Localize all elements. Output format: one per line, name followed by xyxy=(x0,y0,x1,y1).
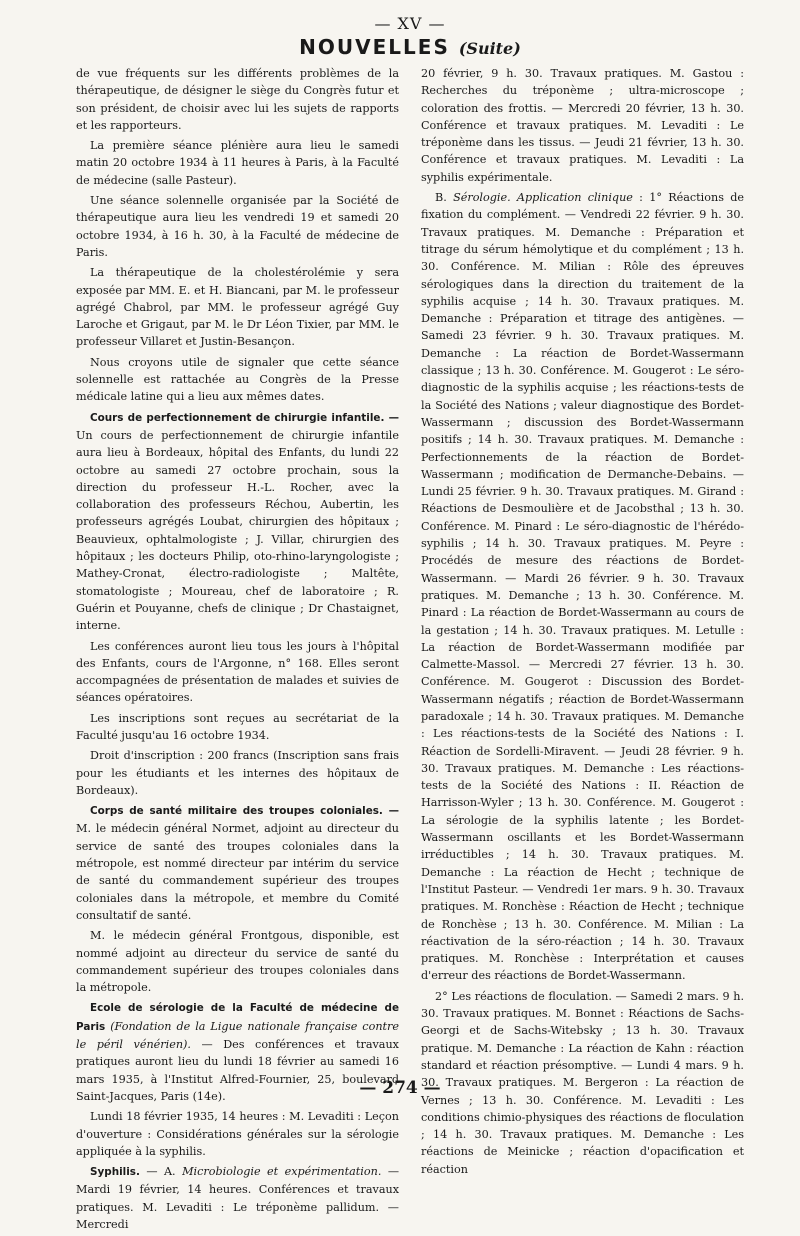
paragraph xyxy=(76,802,399,924)
heading-b: B. xyxy=(435,191,447,205)
paragraph: Droit d'inscription : 200 francs (Inscription sans frais pour les étudiants et les internes des hôpitaux de Bordeaux). xyxy=(76,749,399,797)
heading-serologie-clinique: Sérologie. Application clinique xyxy=(453,191,633,205)
paragraph: Une séance solennelle organisée par la Société de thérapeutique aura lieu les vendredi 19 et samedi 20 octobre 1934, à 16 h. 30, à la Faculté de médecine de Paris. xyxy=(76,194,399,259)
paragraph: Nous croyons utile de signaler que cette séance solennelle est rattachée au Congrès de la Presse médicale latine qui a lieu aux mêmes dates. xyxy=(76,355,399,404)
paragraph-text: M. le médecin général Normet, adjoint au directeur du service de santé des troupes coloniales dans la métropole, est nommé directeur par intérim du service de santé du commandement supérieur des troupes coloniales dans la métropole, et membre du Comité consultatif de santé. xyxy=(76,822,399,922)
paragraph: M. le médecin général Frontgous, disponible, est nommé adjoint au directeur du service de santé du commandement supérieur des troupes coloniales dans la métropole. xyxy=(76,929,399,995)
paragraph-text: Mardi 19 février, 14 heures. Conférences et travaux pratiques. M. Levaditi : Le tréponème pallidum. — Mercredi xyxy=(76,1183,399,1231)
paragraph-text: — Des conférences et travaux pratiques auront lieu du lundi 18 février au samedi 16 mars 1935, à l'Institut Alfred-Fournier, 25, boulevard Saint-Jacques, Paris (14e). xyxy=(76,1038,399,1103)
section-title-suffix: (Suite) xyxy=(458,39,521,58)
paragraph: Les inscriptions sont reçues au secrétariat de la Faculté jusqu'au 16 octobre 1934. xyxy=(76,711,399,742)
section-title xyxy=(76,35,744,59)
heading-syphilis: Syphilis. xyxy=(90,1166,140,1179)
right-column xyxy=(421,65,744,1236)
heading-dash: — xyxy=(387,1165,400,1179)
two-column-body xyxy=(76,65,744,1236)
page-number: — 274 — xyxy=(359,1078,441,1098)
paragraph-text: : 1° Réactions de fixation du complément. — Vendredi 22 février. 9 h. 30. Travaux pratiques. M. Demanche : Préparation et titrage du sérum hémolytique et du complément ; 13 h. 30. Conférence. M. Milian : Rôle des épreuves sérologiques dans la direction du traitement de la syphilis acquise ; 14 h. 30. Travaux pratiques. M. Demanche : Préparation et titrage des antigènes. — Samedi 23 février. 9 h. 30. Travaux pratiques. M. Demanche : La réaction de Bordet-Wassermann classique ; 13 h. 30. Conférence. M. Gougerot : Le séro-diagnostic de la syphilis acquise ; les réactions-tests de la Société des Nations ; valeur diagnostique des Bordet-Wassermann ; discussion des Bordet-Wassermann positifs ; 14 h. 30. Travaux pratiques. M. Demanche : Perfectionnements de la réaction de Bordet-Wassermann ; modification de Dermanche-Debains. — Lundi 25 février. 9 h. 30. Travaux pratiques. M. Girand : Réactions de Desmoulière et de Jacobsthal ; 13 h. 30. Conférence. M. Pinard : Le séro-diagnostic de l'hérédo-syphilis ; 14 h. 30. Travaux pratiques. M. Peyre : Procédés de mesure des réactions de Bordet-Wassermann. — Mardi 26 février. 9 h. 30. Travaux pratiques. M. Demanche ; 13 h. 30. Conférence. M. Pinard : La réaction de Bordet-Wassermann au cours de la gestation ; 14 h. 30. Travaux pratiques. M. Letulle : La réaction de Bordet-Wassermann modifiée par Calmette-Massol. — Mercredi 27 février. 13 h. 30. Conférence. M. Gougerot : Discussion des Bordet-Wassermann négatifs ; réaction de Bordet-Wassermann paradoxale ; 14 h. 30. Travaux pratiques. M. Demanche : Les réactions-tests de la Société des Nations : I. Réaction de Sordelli-Miravent. — Jeudi 28 février. 9 h. 30. Travaux pratiques. M. Demanche : Les réactions-tests de la Société des Nations : II. Réaction de Harrisson-Wyler ; 13 h. 30. Conférence. M. Gougerot : La sérologie de la syphilis latente ; les Bordet-Wassermann oscillants et les Bordet-Wassermann irréductibles ; 14 h. 30. Travaux pratiques. M. Demanche : La réaction de Hecht ; technique de l'Institut Pasteur. — Vendredi 1er mars. 9 h. 30. Travaux pratiques. M. Ronchèse : Réaction de Hecht ; technique de Ronchèse ; 13 h. 30. Conférence. M. Milian : La réactivation de la séro-réaction ; 14 h. 30. Travaux pratiques. M. Ronchèse : Interprétation et causes d'erreur des réactions de Bordet-Wassermann. xyxy=(421,191,744,983)
roman-page-number: — XV — xyxy=(374,14,446,33)
heading-ecole-serologie: Ecole de sérologie de la Faculté de médecine de Paris xyxy=(76,1002,399,1033)
paragraph-text: Un cours de perfectionnement de chirurgie infantile aura lieu à Bordeaux, hôpital des Enfants, du lundi 22 octobre au samedi 27 octobre prochain, sous la direction du professeur H.-L. Rocher, avec la collaboration des professeurs Réchou, Aubertin, les professeurs agrégés Loubat, chirurgien des hôpitaux ; Beauvieux, ophtalmologiste ; J. Villar, chirurgien des hôpitaux ; les docteurs Philip, oto-rhino-laryngologiste ; Mathey-Cronat, électro-radiologiste ; Maltête, stomatologiste ; Moureau, chef de laboratoire ; R. Guérin et Pouyanne, chefs de clinique ; Dr Chastaignet, interne. xyxy=(76,428,399,633)
heading-syphilis-a: — A. xyxy=(146,1165,176,1179)
paragraph: La thérapeutique de la cholestérolémie y sera exposée par MM. E. et H. Biancani, par M. le professeur agrégé Chabrol, par MM. le professeur agrégé Guy Laroche et Grigaut, par M. le Dr Léon Tixier, par MM. le professeur Villaret et Justin-Besançon. xyxy=(76,266,399,349)
paragraph: Les conférences auront lieu tous les jours à l'hôpital des Enfants, cours de l'Argonne, n° 168. Elles seront accompagnées de présentation de malades et suivies de séances opératoires. xyxy=(76,639,399,705)
heading-corps-de-sante: Corps de santé militaire des troupes coloniales. — xyxy=(90,805,399,818)
heading-microbiologie: Microbiologie et expérimentation. xyxy=(182,1165,382,1179)
paragraph: de vue fréquents sur les différents problèmes de la thérapeutique, de désigner le siège du Congrès futur et son président, de choisir avec lui les sujets de rapports et les rapporteurs. xyxy=(76,67,399,132)
paragraph xyxy=(76,409,399,635)
paragraph: Lundi 18 février 1935, 14 heures : M. Levaditi : Leçon d'ouverture : Considérations générales sur la sérologie appliquée à la syphilis. xyxy=(76,1110,399,1158)
heading-ecole-subtitle: (Fondation de la Ligue nationale française contre le péril vénérien). xyxy=(76,1019,399,1052)
section-title-text: NOUVELLES xyxy=(299,35,450,59)
paragraph: La première séance plénière aura lieu le samedi matin 20 octobre 1934 à 11 heures à Paris, à la Faculté de médecine (salle Pasteur). xyxy=(76,139,399,187)
paragraph xyxy=(76,1163,399,1233)
paragraph: 2° Les réactions de floculation. — Samedi 2 mars. 9 h. 30. Travaux pratiques. M. Bonnet : Réactions de Sachs-Georgi et de Sachs-Witebsky ; 13 h. 30. Travaux pratique. M. Demanche : La réaction de Kahn : réaction standard et réaction présomptive. — Lundi 4 mars. 9 h. 30. Travaux pratiques. M. Bergeron : La réaction de Vernes ; 13 h. 30. Conférence. M. Levaditi : Les conditions chimio-physiques des réactions de floculation ; 14 h. 30. Travaux pratiques. M. Demanche : Les réactions de Meinicke ; réaction d'opacification et réaction xyxy=(421,989,744,1176)
paragraph xyxy=(421,189,744,985)
heading-cours-chirurgie-infantile: Cours de perfectionnement de chirurgie infantile. — xyxy=(90,411,399,424)
left-column xyxy=(76,65,399,1236)
paragraph: 20 février, 9 h. 30. Travaux pratiques. M. Gastou : Recherches du tréponème ; ultra-microscope ; coloration des frottis. — Mercredi 20 février, 13 h. 30. Conférence et travaux pratiques. M. Levaditi : Le tréponème dans les tissus. — Jeudi 21 février, 13 h. 30. Conférence et travaux pratiques. M. Levaditi : La syphilis expérimentale. xyxy=(421,67,744,184)
